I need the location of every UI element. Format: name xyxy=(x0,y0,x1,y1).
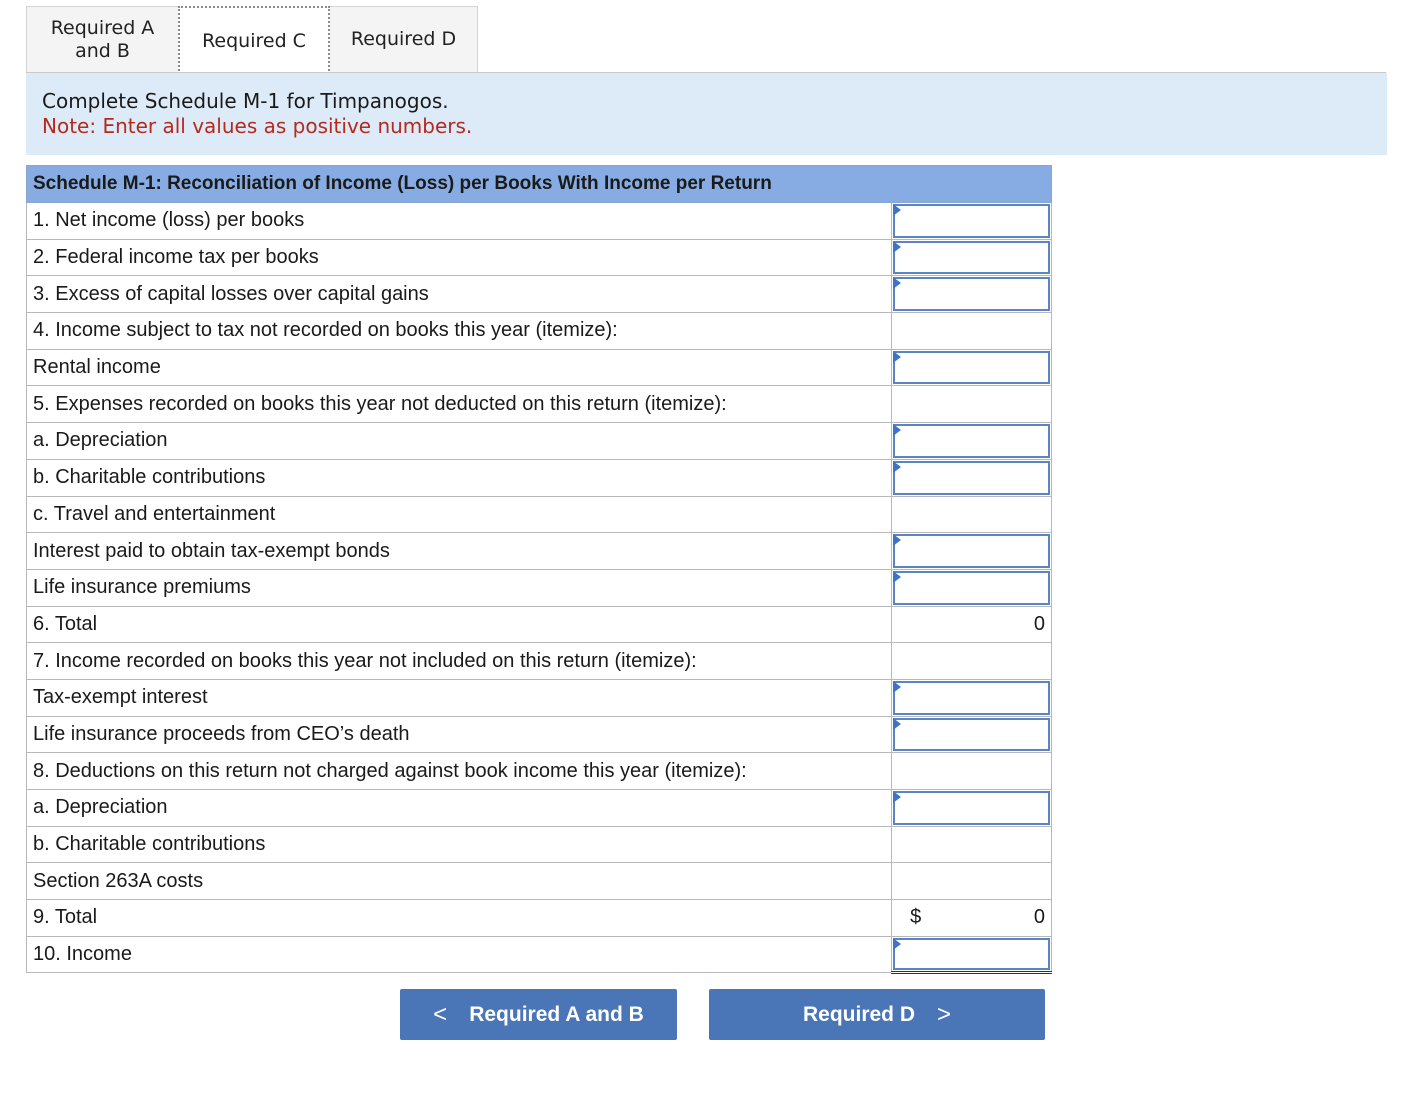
row-label: a. Depreciation xyxy=(27,790,892,827)
total-9-value: 0 xyxy=(1033,906,1045,929)
input-marker-icon xyxy=(893,681,901,693)
row-value-cell xyxy=(892,533,1052,570)
row-value-cell xyxy=(892,386,1052,423)
row-label: 1. Net income (loss) per books xyxy=(27,203,892,240)
row-label: b. Charitable contributions xyxy=(27,826,892,863)
table-row xyxy=(27,753,1052,790)
table-row xyxy=(27,936,1052,973)
tab-bar xyxy=(26,6,478,73)
row-value-cell xyxy=(892,753,1052,790)
row-value-cell xyxy=(892,679,1052,716)
row-label: Interest paid to obtain tax-exempt bonds xyxy=(27,533,892,570)
row-value-cell xyxy=(892,569,1052,606)
row-label: Section 263A costs xyxy=(27,863,892,900)
table-row xyxy=(27,679,1052,716)
row-value-cell xyxy=(892,496,1052,533)
total-6-value: 0 xyxy=(1033,612,1045,635)
input-marker-icon xyxy=(893,718,901,730)
table-row xyxy=(27,643,1052,680)
row-label: 4. Income subject to tax not recorded on books this year (itemize): xyxy=(27,313,892,350)
table-row xyxy=(27,276,1052,313)
chevron-right-icon: > xyxy=(937,1000,952,1028)
next-button-label: Required D xyxy=(802,1002,915,1026)
schedule-title: Schedule M-1: Reconciliation of Income (Loss) per Books With Income per Return xyxy=(27,166,1052,203)
row-value-cell xyxy=(892,900,1052,937)
tab-required-c-label: Required C xyxy=(202,29,306,52)
tab-required-a-and-b[interactable] xyxy=(26,6,178,73)
row-label: 5. Expenses recorded on books this year not deducted on this return (itemize): xyxy=(27,386,892,423)
row-value-cell xyxy=(892,716,1052,753)
federal-income-tax-input[interactable] xyxy=(893,241,1050,275)
table-row xyxy=(27,203,1052,240)
instructions-text: Complete Schedule M-1 for Timpanogos. xyxy=(42,89,449,113)
row-label: b. Charitable contributions xyxy=(27,459,892,496)
input-marker-icon xyxy=(893,241,901,253)
input-marker-icon xyxy=(893,571,901,583)
currency-symbol: $ xyxy=(910,906,922,929)
rental-income-input[interactable] xyxy=(893,351,1050,385)
schedule-m1-table xyxy=(26,165,1052,974)
tab-required-a-and-b-label: Required A and B xyxy=(50,16,155,62)
life-insurance-premiums-input[interactable] xyxy=(893,571,1050,605)
row-label: Life insurance premiums xyxy=(27,569,892,606)
table-row xyxy=(27,386,1052,423)
row-value-cell xyxy=(892,936,1052,973)
excess-capital-losses-input[interactable] xyxy=(893,277,1050,311)
row-value-cell xyxy=(892,606,1052,643)
row-value-cell xyxy=(892,203,1052,240)
interest-tax-exempt-bonds-input[interactable] xyxy=(893,534,1050,568)
instructions-note: Note: Enter all values as positive numbers. xyxy=(42,114,473,138)
table-row xyxy=(27,606,1052,643)
input-marker-icon xyxy=(893,534,901,546)
net-income-input[interactable] xyxy=(893,204,1050,238)
row-value-cell xyxy=(892,790,1052,827)
table-row xyxy=(27,239,1052,276)
tab-required-d-label: Required D xyxy=(350,28,457,50)
row-value-cell xyxy=(892,313,1052,350)
prev-required-a-and-b-button[interactable] xyxy=(400,989,677,1040)
prev-button-label: Required A and B xyxy=(469,1002,644,1026)
row-label: 3. Excess of capital losses over capital gains xyxy=(27,276,892,313)
row-value-cell xyxy=(892,826,1052,863)
input-marker-icon xyxy=(893,791,901,803)
table-row xyxy=(27,423,1052,460)
table-row xyxy=(27,826,1052,863)
income-input[interactable] xyxy=(893,938,1050,971)
tab-required-d[interactable] xyxy=(330,6,478,73)
deduction-depreciation-input[interactable] xyxy=(893,791,1050,825)
row-value-cell xyxy=(892,863,1052,900)
table-row xyxy=(27,496,1052,533)
row-label: 2. Federal income tax per books xyxy=(27,239,892,276)
row-value-cell xyxy=(892,349,1052,386)
input-marker-icon xyxy=(893,277,901,289)
input-marker-icon xyxy=(893,424,901,436)
table-header-row xyxy=(27,166,1052,203)
table-row xyxy=(27,790,1052,827)
expense-charitable-input[interactable] xyxy=(893,461,1050,495)
table-row xyxy=(27,349,1052,386)
row-label: 9. Total xyxy=(27,900,892,937)
row-label: Tax-exempt interest xyxy=(27,679,892,716)
table-row xyxy=(27,716,1052,753)
next-required-d-button[interactable] xyxy=(709,989,1045,1040)
expense-depreciation-input[interactable] xyxy=(893,424,1050,458)
table-row xyxy=(27,533,1052,570)
table-row xyxy=(27,863,1052,900)
row-label: Rental income xyxy=(27,349,892,386)
row-label: 10. Income xyxy=(27,936,892,973)
row-value-cell xyxy=(892,643,1052,680)
row-value-cell xyxy=(892,239,1052,276)
row-value-cell xyxy=(892,423,1052,460)
chevron-left-icon: < xyxy=(433,1000,448,1028)
input-marker-icon xyxy=(893,204,901,216)
row-label: a. Depreciation xyxy=(27,423,892,460)
row-value-cell xyxy=(892,459,1052,496)
input-marker-icon xyxy=(893,938,901,950)
tax-exempt-interest-input[interactable] xyxy=(893,681,1050,715)
row-label: 7. Income recorded on books this year not included on this return (itemize): xyxy=(27,643,892,680)
tab-required-c[interactable] xyxy=(178,6,330,74)
row-value-cell xyxy=(892,276,1052,313)
table-row xyxy=(27,459,1052,496)
table-row xyxy=(27,569,1052,606)
table-row xyxy=(27,900,1052,937)
row-label: Life insurance proceeds from CEO’s death xyxy=(27,716,892,753)
input-marker-icon xyxy=(893,461,901,473)
table-row xyxy=(27,313,1052,350)
row-label: 8. Deductions on this return not charged against book income this year (itemize): xyxy=(27,753,892,790)
instructions-panel xyxy=(26,73,1387,155)
input-marker-icon xyxy=(893,351,901,363)
row-label: 6. Total xyxy=(27,606,892,643)
row-label: c. Travel and entertainment xyxy=(27,496,892,533)
life-insurance-proceeds-input[interactable] xyxy=(893,718,1050,752)
